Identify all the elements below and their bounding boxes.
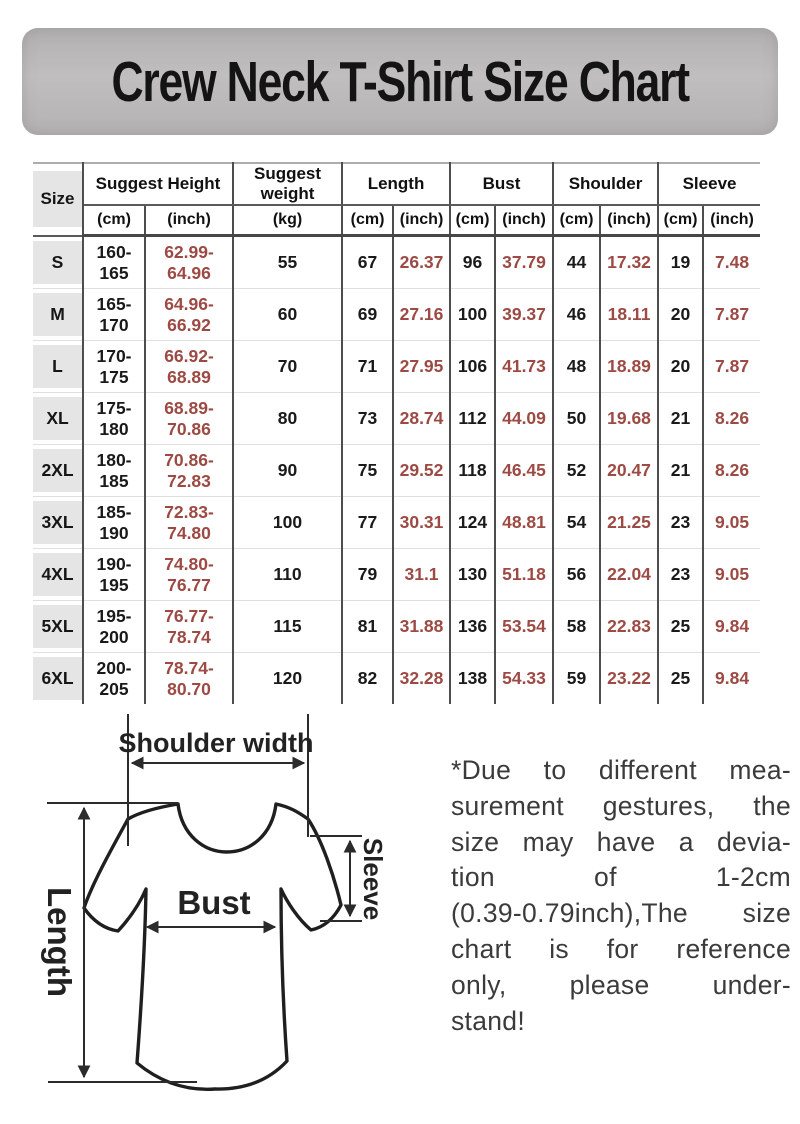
measurement-value: 124 bbox=[450, 497, 495, 549]
size-label: 3XL bbox=[33, 501, 82, 544]
measurement-value: 32.28 bbox=[393, 653, 450, 705]
measurement-value: 200-205 bbox=[83, 653, 145, 705]
measurement-value: 64.96-66.92 bbox=[145, 289, 233, 341]
measurement-value: 55 bbox=[233, 236, 342, 289]
measurement-value: 9.84 bbox=[703, 601, 760, 653]
measurement-value: 81 bbox=[342, 601, 393, 653]
measurement-value: 7.48 bbox=[715, 252, 750, 272]
measurement-value: 48 bbox=[553, 341, 600, 393]
measurement-value: 52 bbox=[553, 445, 600, 497]
measurement-value: 9.05 bbox=[703, 549, 760, 601]
measurement-value: 54.33 bbox=[495, 653, 553, 705]
measurement-value: 9.84 bbox=[703, 653, 760, 705]
measurement-value: 19.68 bbox=[600, 393, 658, 445]
size-label: XL bbox=[33, 397, 82, 440]
size-row-XL bbox=[33, 393, 760, 445]
measurement-value: 20.47 bbox=[600, 445, 658, 497]
size-label-cell bbox=[33, 445, 83, 497]
measurement-value: 136 bbox=[450, 601, 495, 653]
measurement-value: 67 bbox=[342, 236, 393, 289]
size-label-cell bbox=[33, 549, 83, 601]
size-label-cell bbox=[33, 289, 83, 341]
measurement-value: 110 bbox=[233, 549, 342, 601]
measurement-value: 46 bbox=[553, 289, 600, 341]
measurement-value: 44 bbox=[553, 236, 600, 289]
size-column-header bbox=[33, 163, 83, 236]
measurement-value: 50 bbox=[553, 393, 600, 445]
unit-header: (inch) bbox=[495, 205, 553, 236]
measurement-value: 23 bbox=[658, 497, 703, 549]
unit-header: (cm) bbox=[450, 205, 495, 236]
measurement-value: 74.80-76.77 bbox=[145, 549, 233, 601]
measurement-value: 27.95 bbox=[393, 341, 450, 393]
note-line: only, please under- bbox=[451, 969, 791, 1000]
table-group-header: Shoulder bbox=[553, 163, 658, 205]
measurement-value: 73 bbox=[342, 393, 393, 445]
size-table bbox=[33, 162, 760, 704]
measurement-value: 59 bbox=[553, 653, 600, 705]
measurement-value: 78.74-80.70 bbox=[145, 653, 233, 705]
unit-header: (kg) bbox=[233, 205, 342, 236]
unit-header: (cm) bbox=[83, 205, 145, 236]
size-label: M bbox=[33, 293, 82, 336]
measurement-value: 8.26 bbox=[703, 445, 760, 497]
shoulder-width-label: Shoulder width bbox=[118, 728, 314, 758]
measurement-value: 77 bbox=[342, 497, 393, 549]
measurement-value: 22.83 bbox=[600, 601, 658, 653]
size-row-2XL bbox=[33, 445, 760, 497]
measurement-value: 72.83-74.80 bbox=[145, 497, 233, 549]
tshirt-outline bbox=[84, 804, 341, 1089]
measurement-value: 70 bbox=[233, 341, 342, 393]
measurement-value: 96 bbox=[450, 236, 495, 289]
measurement-value: 185-190 bbox=[83, 497, 145, 549]
size-label-cell bbox=[33, 393, 83, 445]
measurement-value: 25 bbox=[658, 653, 703, 705]
measurement-value: 100 bbox=[450, 289, 495, 341]
measurement-value: 82 bbox=[342, 653, 393, 705]
unit-header: (inch) bbox=[145, 205, 233, 236]
note-line: surement gestures, the bbox=[451, 790, 791, 821]
measurement-value: 19 bbox=[658, 236, 703, 289]
measurement-value: 58 bbox=[553, 601, 600, 653]
note-line: size may have a devia- bbox=[451, 826, 791, 857]
note-line: tion of 1-2cm bbox=[451, 862, 791, 893]
note-line: *Due to different mea- bbox=[451, 755, 791, 785]
measurement-value: 23.22 bbox=[600, 653, 658, 705]
measurement-value: 18.11 bbox=[600, 289, 658, 341]
size-label-cell bbox=[33, 653, 83, 705]
size-row-L bbox=[33, 341, 760, 393]
measurement-value: 112 bbox=[450, 393, 495, 445]
size-label: 5XL bbox=[33, 605, 82, 648]
size-column-header-label: Size bbox=[33, 171, 82, 227]
size-label: L bbox=[33, 345, 82, 388]
measurement-value: 23 bbox=[658, 549, 703, 601]
measurement-value: 69 bbox=[342, 289, 393, 341]
size-label-cell bbox=[33, 236, 83, 289]
measurement-value: 56 bbox=[553, 549, 600, 601]
size-row-4XL bbox=[33, 549, 760, 601]
measurement-value: 165-170 bbox=[83, 289, 145, 341]
measurement-value: 44.09 bbox=[495, 393, 553, 445]
measurement-value: 41.73 bbox=[495, 341, 553, 393]
size-label: 2XL bbox=[33, 449, 82, 492]
measurement-value: 90 bbox=[233, 445, 342, 497]
chart-title-banner bbox=[22, 28, 778, 135]
unit-header: (inch) bbox=[600, 205, 658, 236]
tshirt-measurement-diagram bbox=[10, 700, 440, 1124]
bust-label: Bust bbox=[177, 884, 251, 921]
measurement-value: 106 bbox=[450, 341, 495, 393]
size-label: 4XL bbox=[33, 553, 82, 596]
table-group-header: Sleeve bbox=[658, 163, 760, 205]
size-row-M bbox=[33, 289, 760, 341]
measurement-note bbox=[451, 753, 791, 1039]
measurement-value: 70.86-72.83 bbox=[145, 445, 233, 497]
measurement-value: 7.87 bbox=[703, 289, 760, 341]
unit-header: (inch) bbox=[703, 205, 760, 236]
measurement-value: 20 bbox=[658, 289, 703, 341]
unit-header: (cm) bbox=[553, 205, 600, 236]
measurement-value: 8.26 bbox=[703, 393, 760, 445]
measurement-value: 51.18 bbox=[495, 549, 553, 601]
table-group-header: Bust bbox=[450, 163, 553, 205]
size-row-3XL bbox=[33, 497, 760, 549]
chart-title: Crew Neck T-Shirt Size Chart bbox=[111, 49, 689, 114]
table-group-header: Suggest weight bbox=[233, 163, 342, 205]
measurement-value: 21 bbox=[658, 445, 703, 497]
unit-header: (cm) bbox=[342, 205, 393, 236]
measurement-value: 190-195 bbox=[83, 549, 145, 601]
size-label-cell bbox=[33, 497, 83, 549]
measurement-value: 62.99-64.96 bbox=[145, 236, 233, 289]
size-label: S bbox=[33, 241, 82, 284]
measurement-value: 26.37 bbox=[393, 236, 450, 289]
note-line: chart is for reference bbox=[451, 933, 791, 964]
size-row-S bbox=[33, 236, 760, 289]
measurement-value: 80 bbox=[233, 393, 342, 445]
measurement-value: 17.32 bbox=[600, 236, 658, 289]
measurement-value: 18.89 bbox=[600, 341, 658, 393]
size-label-cell bbox=[33, 341, 83, 393]
measurement-value: 53.54 bbox=[495, 601, 553, 653]
measurement-value: 22.04 bbox=[600, 549, 658, 601]
measurement-value: 71 bbox=[342, 341, 393, 393]
measurement-value: 29.52 bbox=[393, 445, 450, 497]
measurement-value: 28.74 bbox=[393, 393, 450, 445]
table-group-header: Suggest Height bbox=[83, 163, 233, 205]
unit-header: (inch) bbox=[393, 205, 450, 236]
measurement-value: 118 bbox=[450, 445, 495, 497]
size-label-cell bbox=[33, 601, 83, 653]
measurement-value: 46.45 bbox=[495, 445, 553, 497]
length-label: Length bbox=[41, 887, 78, 997]
measurement-value: 39.37 bbox=[495, 289, 553, 341]
measurement-value: 48.81 bbox=[495, 497, 553, 549]
measurement-value: 27.16 bbox=[393, 289, 450, 341]
measurement-value: 9.05 bbox=[703, 497, 760, 549]
measurement-value: 79 bbox=[342, 549, 393, 601]
measurement-value: 170-175 bbox=[83, 341, 145, 393]
measurement-value: 21.25 bbox=[600, 497, 658, 549]
sleeve-label: Sleeve bbox=[358, 837, 388, 921]
measurement-value: 175-180 bbox=[83, 393, 145, 445]
measurement-value: 138 bbox=[450, 653, 495, 705]
size-row-5XL bbox=[33, 601, 760, 653]
measurement-value: 21 bbox=[658, 393, 703, 445]
measurement-value: 7.87 bbox=[703, 341, 760, 393]
measurement-value: 100 bbox=[233, 497, 342, 549]
measurement-value: 68.89-70.86 bbox=[145, 393, 233, 445]
unit-header: (cm) bbox=[658, 205, 703, 236]
measurement-value: 31.88 bbox=[393, 601, 450, 653]
measurement-value: 195-200 bbox=[83, 601, 145, 653]
table-group-header: Length bbox=[342, 163, 450, 205]
size-row-6XL bbox=[33, 653, 760, 705]
measurement-value: 25 bbox=[658, 601, 703, 653]
note-line: stand! bbox=[451, 1005, 525, 1036]
measurement-value: 160-165 bbox=[83, 236, 145, 289]
note-line: (0.39-0.79inch),The size bbox=[451, 898, 791, 929]
size-label: 6XL bbox=[33, 657, 82, 700]
measurement-value: 180-185 bbox=[83, 445, 145, 497]
measurement-value: 31.1 bbox=[393, 549, 450, 601]
measurement-value: 130 bbox=[450, 549, 495, 601]
measurement-value: 60 bbox=[233, 289, 342, 341]
measurement-value: 76.77-78.74 bbox=[145, 601, 233, 653]
measurement-value: 30.31 bbox=[393, 497, 450, 549]
measurement-value: 75 bbox=[342, 445, 393, 497]
measurement-value: 120 bbox=[233, 653, 342, 705]
measurement-value: 115 bbox=[233, 601, 342, 653]
measurement-value: 20 bbox=[658, 341, 703, 393]
measurement-value: 66.92-68.89 bbox=[145, 341, 233, 393]
measurement-value: 54 bbox=[553, 497, 600, 549]
measurement-value: 37.79 bbox=[495, 236, 553, 289]
